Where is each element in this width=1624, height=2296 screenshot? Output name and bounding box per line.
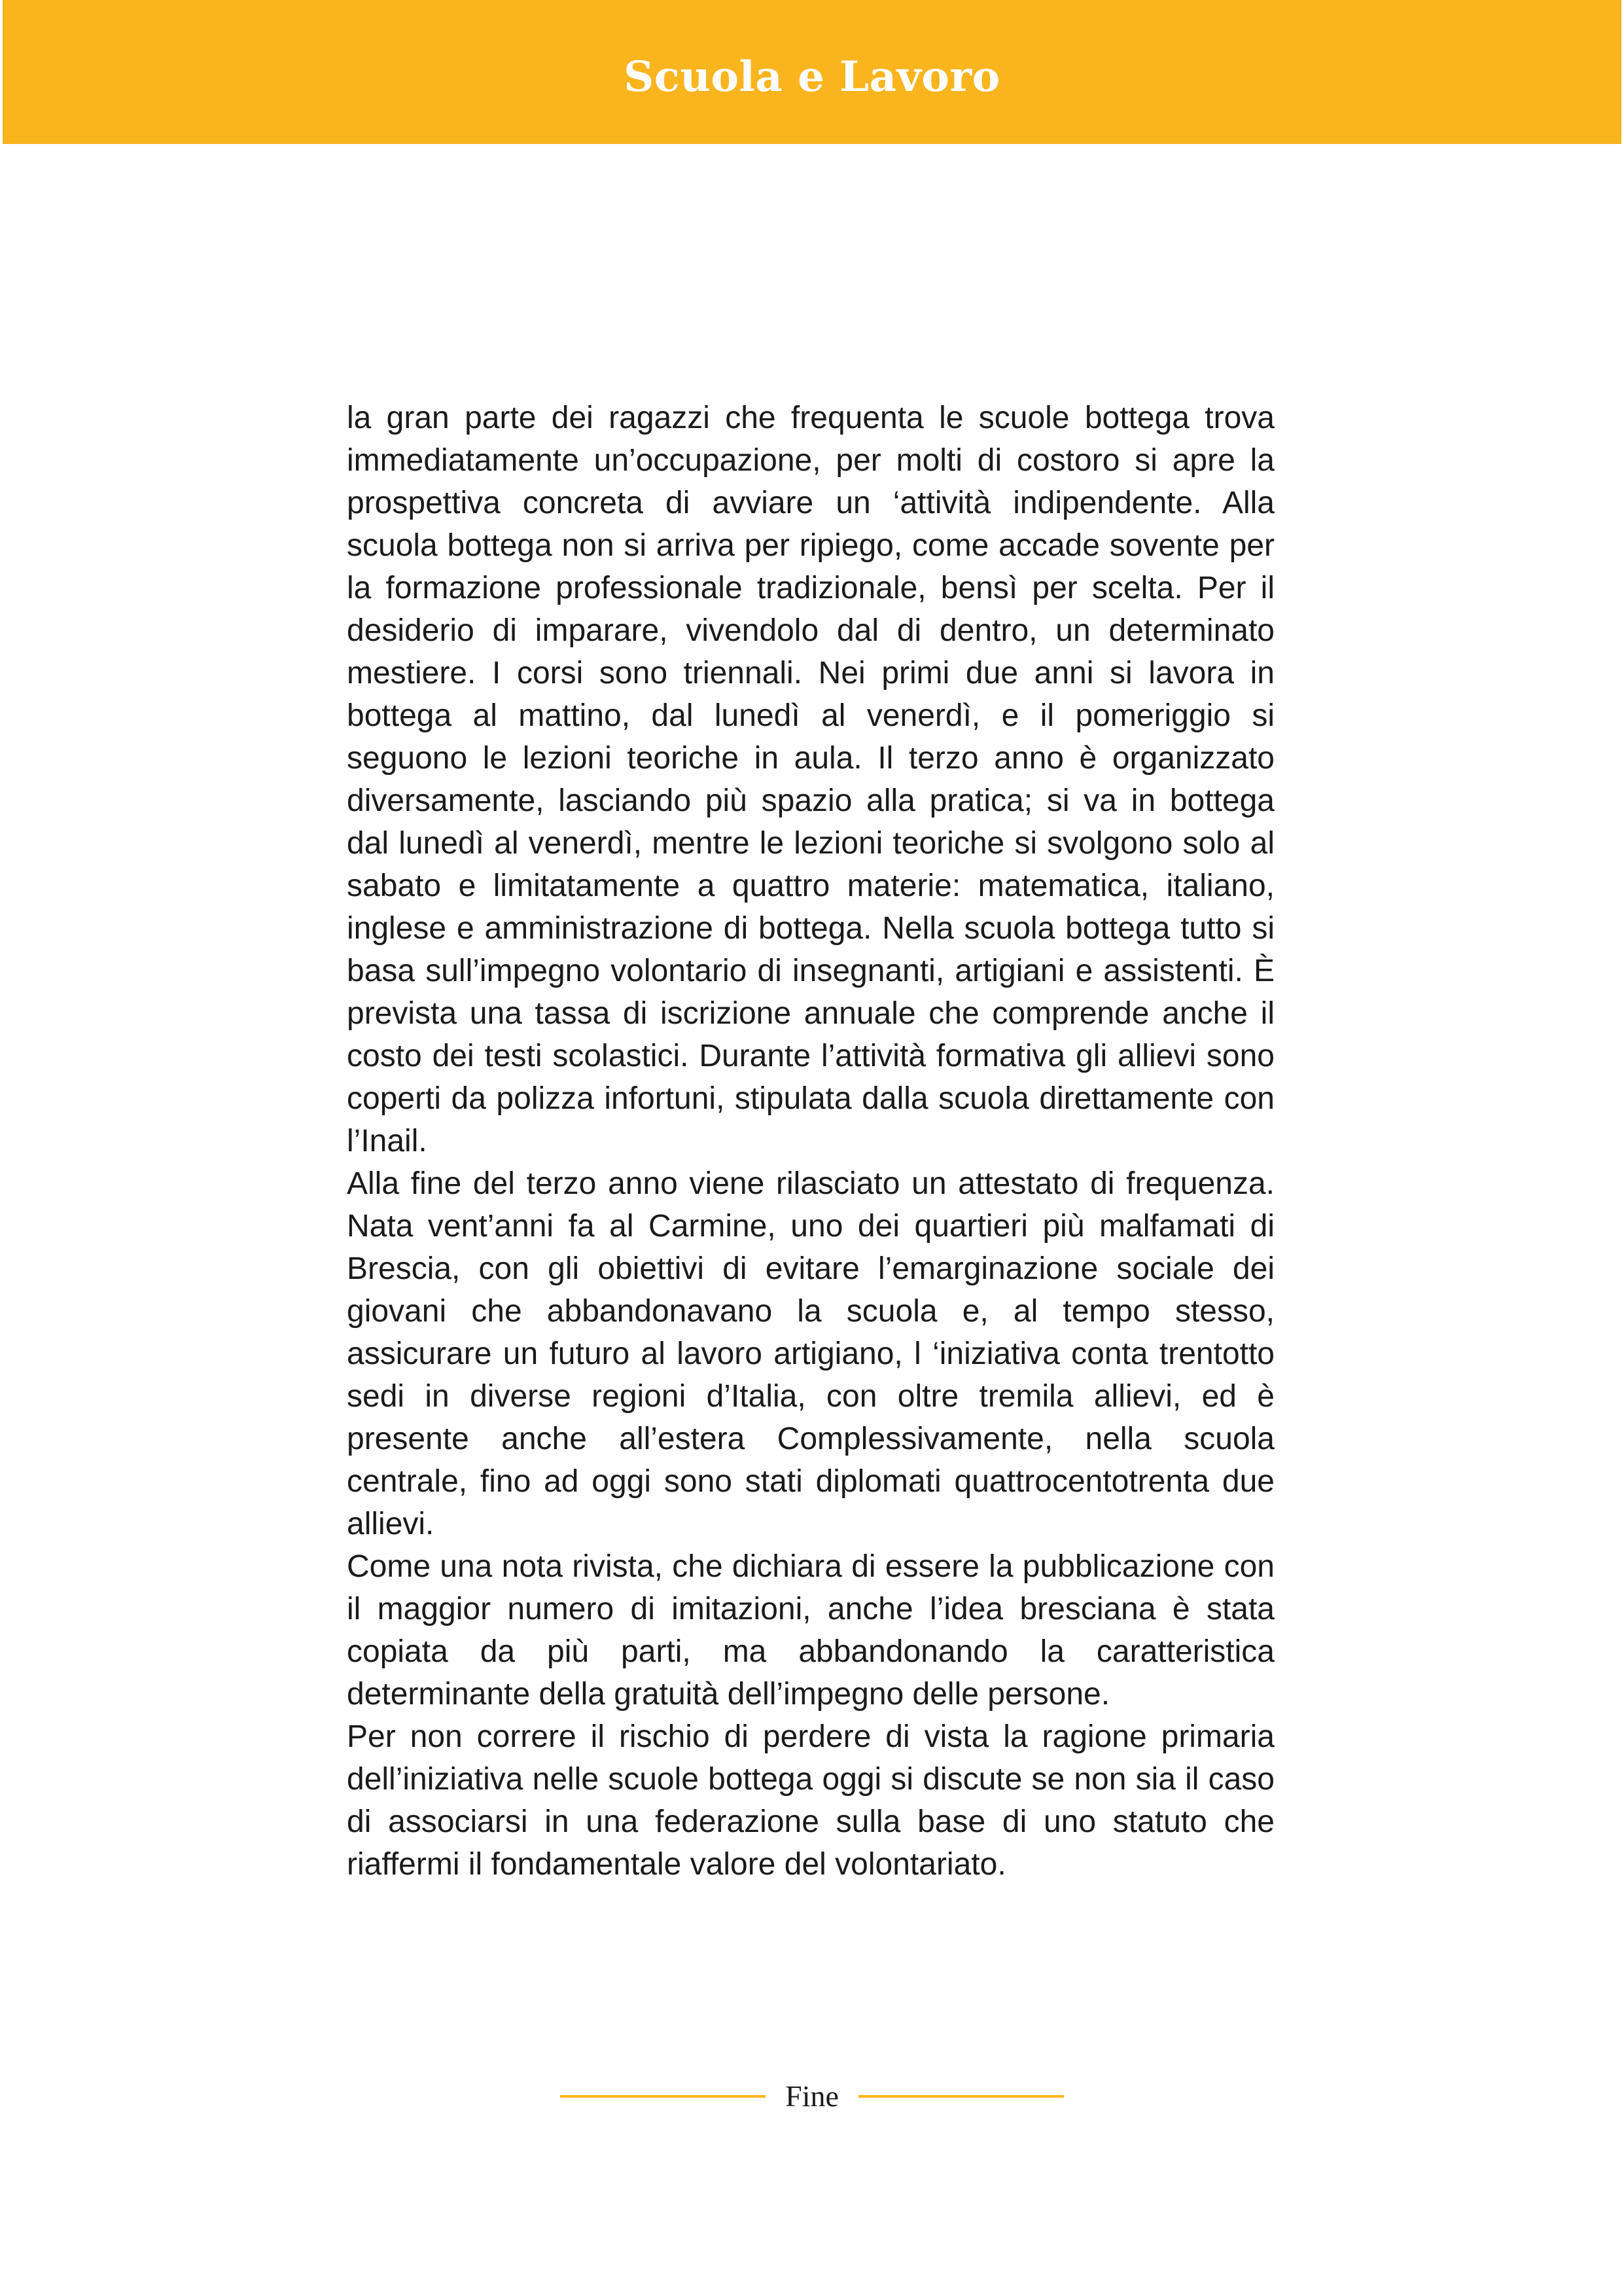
body-text [347, 397, 1275, 1886]
paragraph: Per non correre il rischio di perdere di vista la ragione primaria dell’iniziativa nelle scuole bottega oggi si discute se non sia il caso di associarsi in una federazione sulla base di uno statuto che riaffermi il fondamentale valore del volontariato. [347, 1719, 1275, 1882]
paragraph: la gran parte dei ragazzi che frequenta le scuole bottega trova immediatamente un’occupazione, per molti di costoro si apre la prospettiva concreta di avviare un ‘attività indipendente. Alla scuola bottega non si arriva per ripiego, come accade sovente per la formazione professionale tradizionale, bensì per scelta. Per il desiderio di imparare, vivendolo dal di dentro, un determinato mestiere. I corsi sono triennali. Nei primi due anni si lavora in bottega al mattino, dal lunedì al venerdì, e il pomeriggio si seguono le lezioni teoriche in aula. Il terzo anno è organizzato diversamente, lasciando più spazio alla pratica; si va in bottega dal lunedì al venerdì, mentre le lezioni teoriche si svolgono solo al sabato e limitatamente a quattro materie: matematica, italiano, inglese e amministrazione di bottega. Nella scuola bottega tutto si basa sull’impegno volontario di insegnanti, artigiani e assistenti. È prevista una tassa di iscrizione annuale che comprende anche il costo dei testi scolastici. Durante l’attività formativa gli allievi sono coperti da polizza infortuni, stipulata dalla scuola direttamente con l’Inail. [347, 401, 1275, 1158]
page-header-title: Scuola e Lavoro [624, 52, 1000, 101]
footer-left-rule [560, 2095, 766, 2098]
header-band [3, 0, 1621, 144]
footer-right-rule [858, 2095, 1064, 2098]
paragraph: Alla fine del terzo anno viene rilasciato un attestato di frequenza. Nata vent’anni fa al Carmine, uno dei quartieri più malfamati di Brescia, con gli obiettivi di evitare l’emarginazione sociale dei giovani che abbandonavano la scuola e, al tempo stesso, assicurare un futuro al lavoro artigiano, l ‘iniziativa conta trentotto sedi in diverse regioni d’Italia, con oltre tremila allievi, ed è presente anche all’estera Complessivamente, nella scuola centrale, fino ad oggi sono stati diplomati quattrocentotrenta due allievi. [347, 1166, 1275, 1541]
paragraph: Come una nota rivista, che dichiara di essere la pubblicazione con il maggior numero di imitazioni, anche l’idea bresciana è stata copiata da più parti, ma abbandonando la caratteristica determinante della gratuità dell’impegno delle persone. [347, 1549, 1275, 1712]
footer-end-label: Fine [785, 2079, 839, 2113]
footer-ornament [560, 2073, 1064, 2119]
